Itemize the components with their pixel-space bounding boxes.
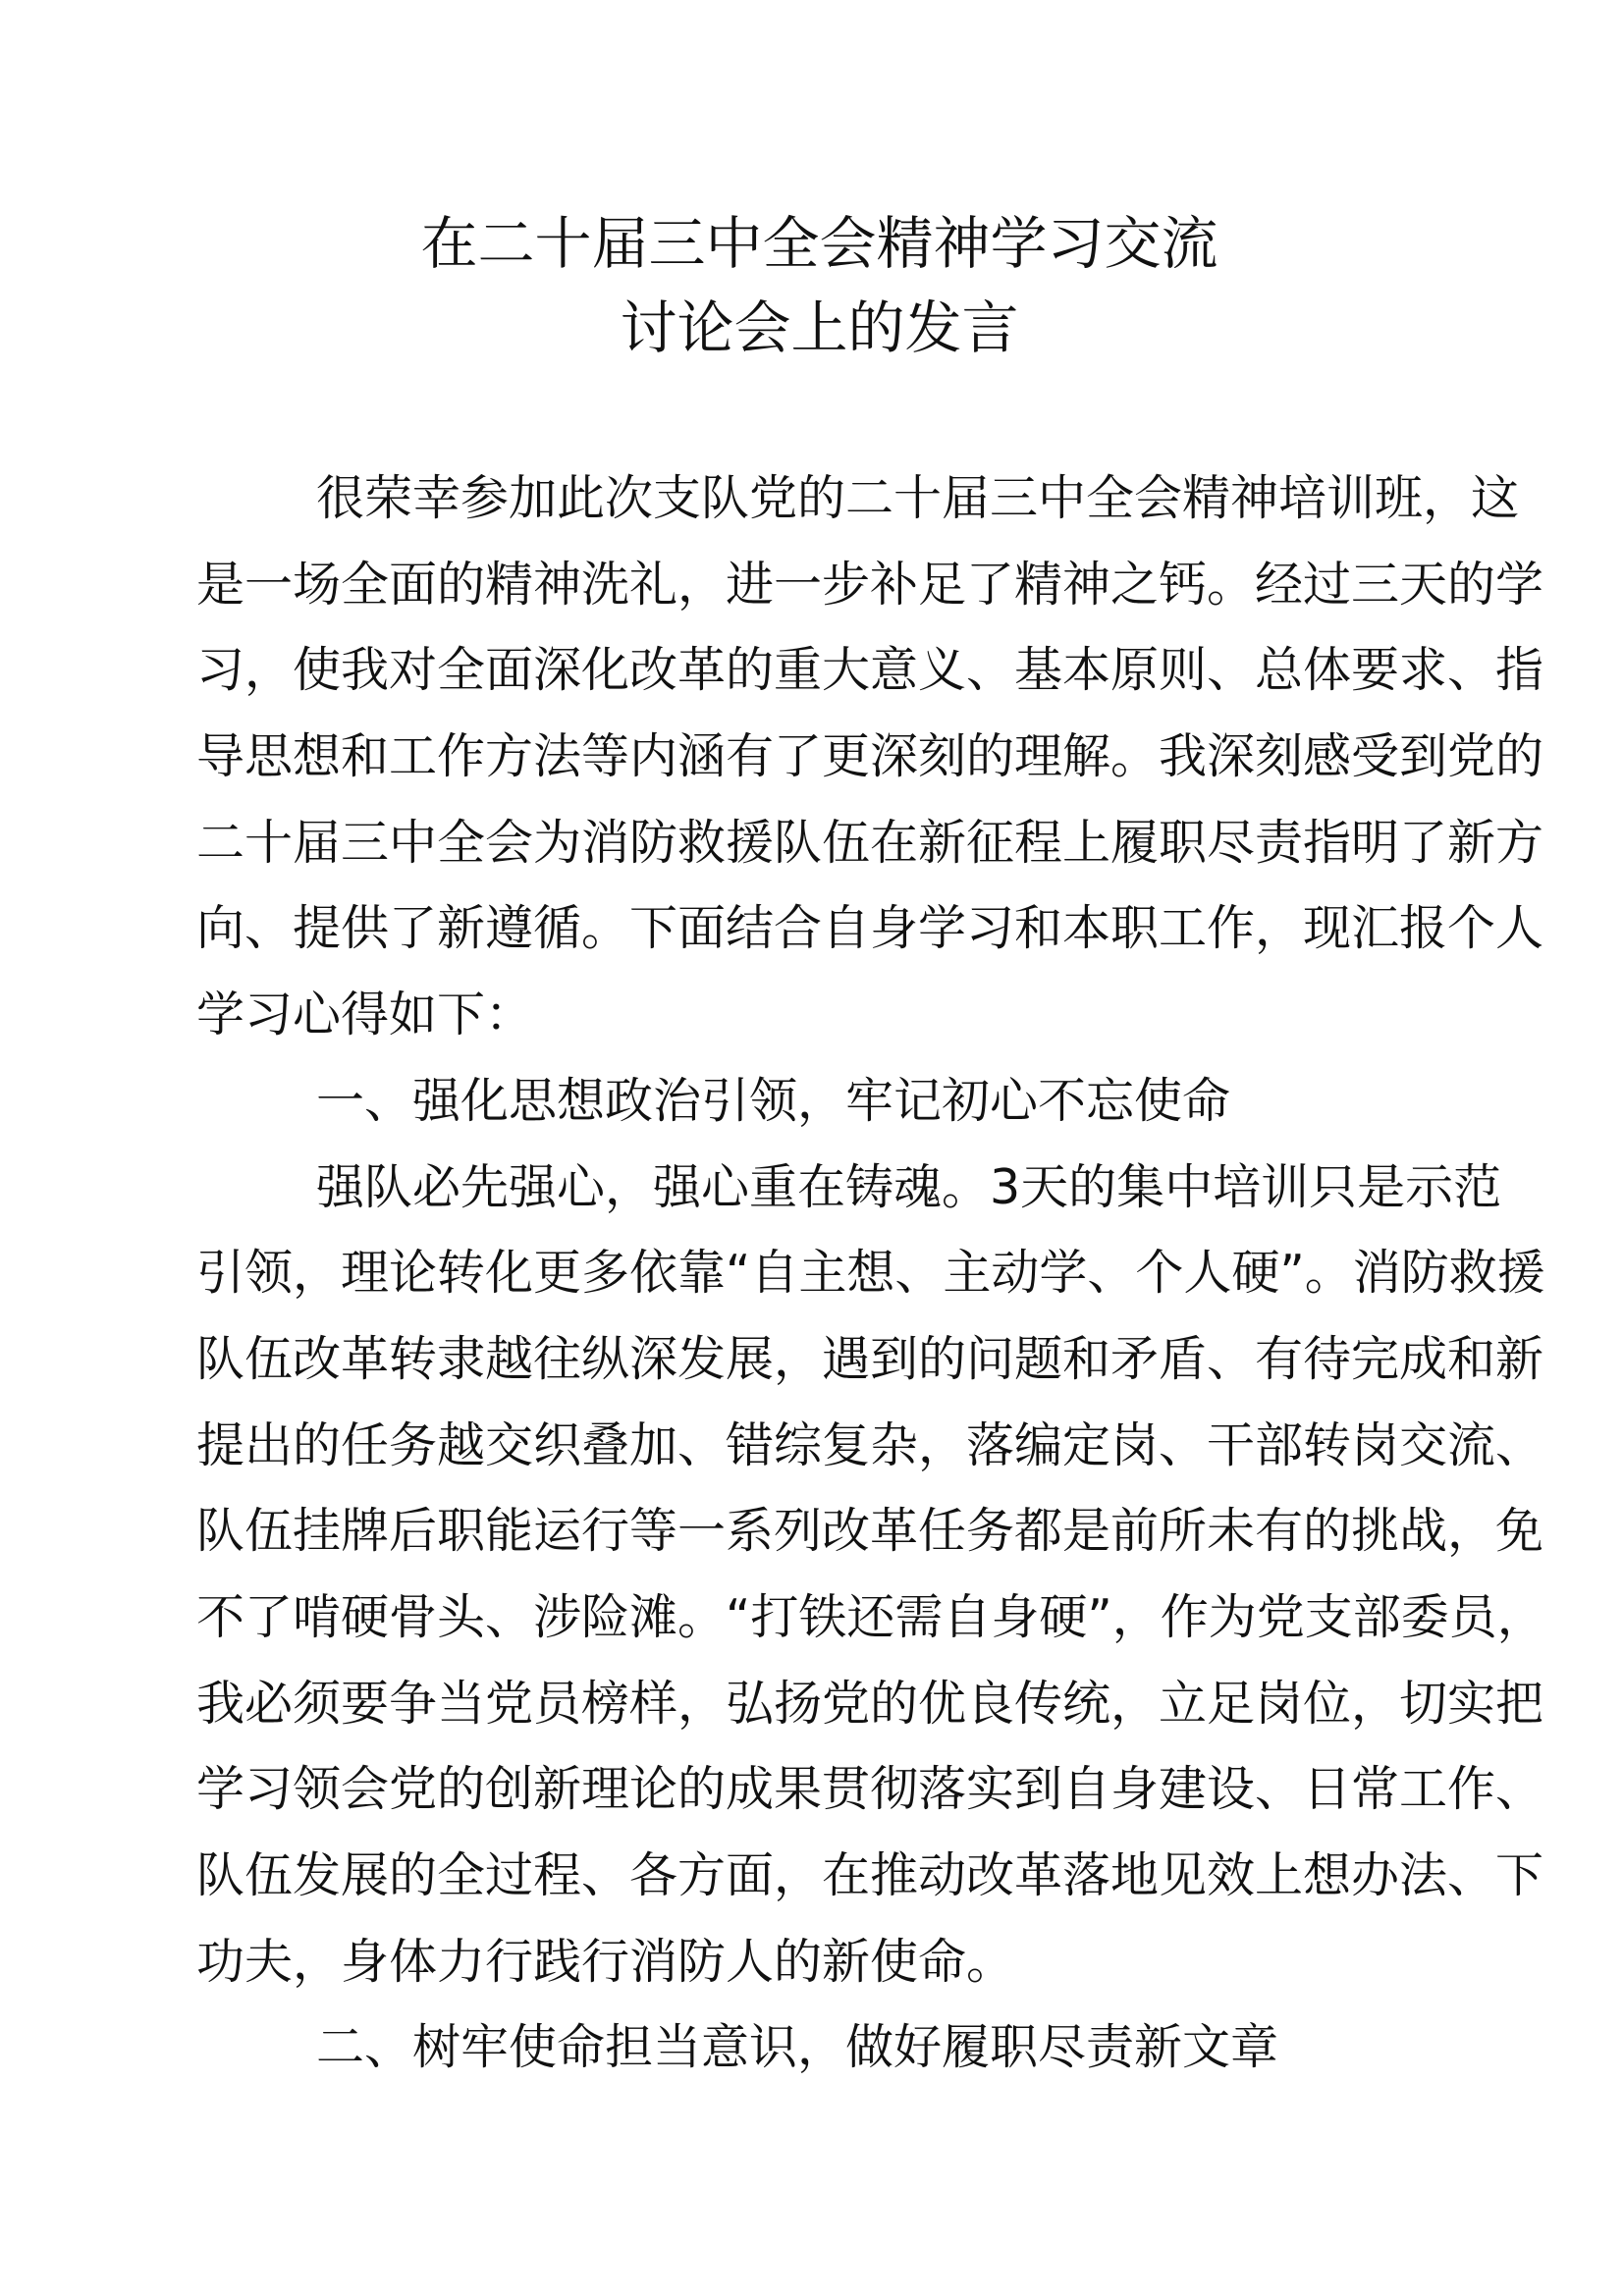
paragraph-line: 二十届三中全会为消防救援队伍在新征程上履职尽责指明了新方 <box>196 814 1544 871</box>
paragraph-line: 我必须要争当党员榜样，弘扬党的优良传统，立足岗位，切实把 <box>196 1675 1544 1732</box>
paragraph-line: 队伍改革转隶越往纵深发展，遇到的问题和矛盾、有待完成和新 <box>196 1330 1544 1387</box>
section-heading: 二、树牢使命担当意识，做好履职尽责新文章 <box>316 2019 1279 2076</box>
paragraph-line: 导思想和工作方法等内涵有了更深刻的理解。我深刻感受到党的 <box>196 728 1544 785</box>
paragraph-line: 向、提供了新遵循。下面结合自身学习和本职工作，现汇报个人 <box>196 900 1544 957</box>
document-title-line-1: 在二十届三中全会精神学习交流 <box>420 210 1218 277</box>
paragraph-line: 习，使我对全面深化改革的重大意义、基本原则、总体要求、指 <box>196 642 1544 699</box>
paragraph-line: 功夫，身体力行践行消防人的新使命。 <box>196 1933 1015 1990</box>
paragraph-line: 提出的任务越交织叠加、错综复杂，落编定岗、干部转岗交流、 <box>196 1416 1544 1473</box>
paragraph-line: 是一场全面的精神洗礼，进一步补足了精神之钙。经过三天的学 <box>196 556 1544 613</box>
paragraph-line: 学习领会党的创新理论的成果贯彻落实到自身建设、日常工作、 <box>196 1761 1544 1818</box>
paragraph-line: 很荣幸参加此次支队党的二十届三中全会精神培训班，这 <box>316 470 1520 526</box>
paragraph-line: 队伍挂牌后职能运行等一系列改革任务都是前所未有的挑战，免 <box>196 1503 1544 1560</box>
paragraph-line: 引领，理论转化更多依靠“自主想、主动学、个人硬”。消防救援 <box>196 1245 1545 1302</box>
section-heading: 一、强化思想政治引领，牢记初心不忘使命 <box>316 1072 1231 1129</box>
paragraph-line: 学习心得如下： <box>196 987 534 1043</box>
document-body <box>196 455 1545 2091</box>
paragraph-line: 队伍发展的全过程、各方面，在推动改革落地见效上想办法、下 <box>196 1847 1544 1903</box>
document-title-line-2: 讨论会上的发言 <box>620 294 1019 361</box>
paragraph-line: 不了啃硬骨头、涉险滩。“打铁还需自身硬”，作为党支部委员， <box>196 1588 1545 1645</box>
paragraph-line: 强队必先强心，强心重在铸魂。3天的集中培训只是示范 <box>316 1158 1502 1215</box>
